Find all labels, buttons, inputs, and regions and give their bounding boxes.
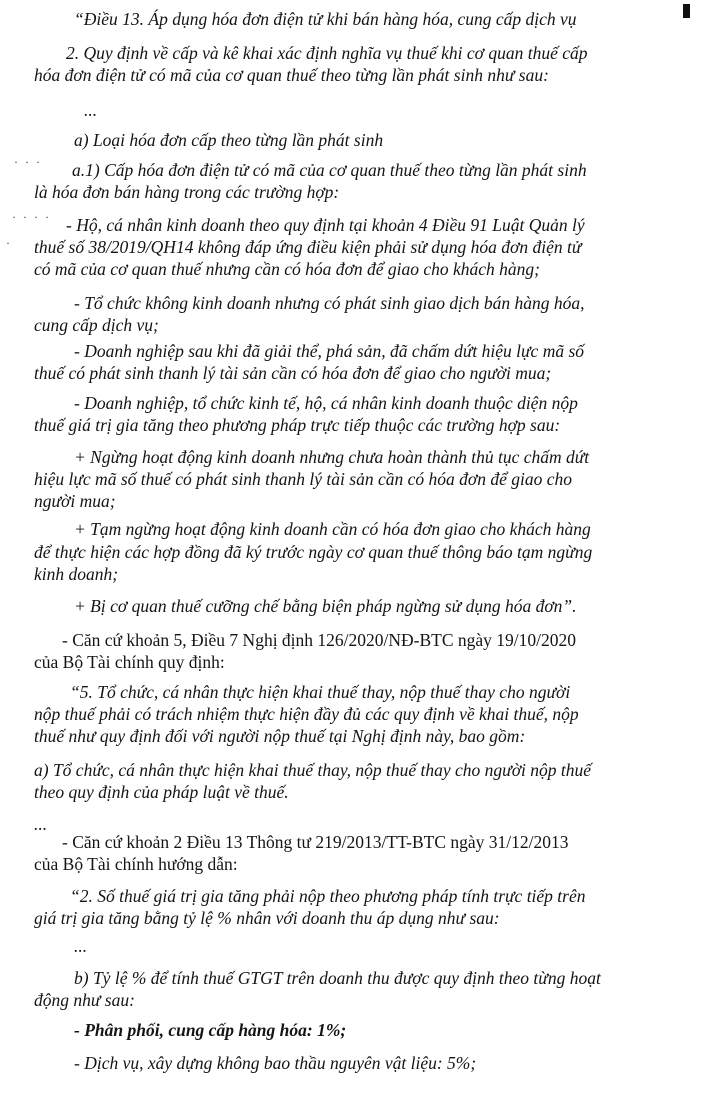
item-organization-line-2: cung cấp dịch vụ; (34, 315, 159, 335)
item-household-line-1: - Hộ, cá nhân kinh doanh theo quy định tại khoản 4 Điều 91 Luật Quản lý (66, 215, 585, 235)
item-household-line-2: thuế số 38/2019/QH14 không đáp ứng điều kiện phải sử dụng hóa đơn điện tử (34, 237, 582, 257)
decree-clause-5-line-1: “5. Tổ chức, cá nhân thực hiện khai thuế thay, nộp thuế thay cho người (70, 682, 571, 702)
corner-mark (683, 4, 690, 18)
ellipsis-1: ... (84, 100, 98, 120)
item-enterprise-line-1: - Doanh nghiệp sau khi đã giải thể, phá sản, đã chấm dứt hiệu lực mã số (74, 341, 585, 361)
sub-item-enforced: + Bị cơ quan thuế cưỡng chế bằng biện pháp ngừng sử dụng hóa đơn”. (74, 596, 577, 616)
circular-clause-2-line-1: “2. Số thuế giá trị gia tăng phải nộp theo phương pháp tính trực tiếp trên (70, 886, 586, 906)
sub-item-suspended-line-3: kinh doanh; (34, 564, 119, 584)
item-direct-method-line-1: - Doanh nghiệp, tổ chức kinh tế, hộ, cá nhân kinh doanh thuộc diện nộp (74, 393, 578, 413)
item-household-line-3: có mã của cơ quan thuế nhưng cần có hóa đơn để giao cho khách hàng; (34, 259, 540, 279)
clause-2-line-1: 2. Quy định về cấp và kê khai xác định nghĩa vụ thuế khi cơ quan thuế cấp (66, 43, 588, 63)
sub-item-suspended-line-1: + Tạm ngừng hoạt động kinh doanh cần có hóa đơn giao cho khách hàng (74, 519, 591, 539)
point-a1-line-1: a.1) Cấp hóa đơn điện tử có mã của cơ quan thuế theo từng lần phát sinh (72, 160, 587, 180)
scan-speck-2: · · · · (12, 210, 51, 224)
ellipsis-3: ... (74, 936, 88, 956)
sub-item-suspended-line-2: để thực hiện các hợp đồng đã ký trước ngày cơ quan thuế thông báo tạm ngừng (34, 542, 593, 562)
sub-item-ceased-line-3: người mua; (34, 491, 116, 511)
decree-point-a-line-1: a) Tổ chức, cá nhân thực hiện khai thuế thay, nộp thuế thay cho người nộp thuế (34, 760, 592, 780)
scan-speck-1: · · · (14, 155, 42, 169)
rate-distribution-goods: - Phân phối, cung cấp hàng hóa: 1%; (74, 1020, 347, 1040)
legal-basis-decree-line-1: - Căn cứ khoản 5, Điều 7 Nghị định 126/2020/NĐ-BTC ngày 19/10/2020 (62, 630, 577, 650)
decree-clause-5-line-2: nộp thuế phải có trách nhiệm thực hiện đầy đủ các quy định về khai thuế, nộp (34, 704, 579, 724)
sub-item-ceased-line-1: + Ngừng hoạt động kinh doanh nhưng chưa hoàn thành thủ tục chấm dứt (74, 447, 590, 467)
ellipsis-2: ... (34, 814, 48, 834)
legal-basis-circular-line-1: - Căn cứ khoản 2 Điều 13 Thông tư 219/2013/TT-BTC ngày 31/12/2013 (62, 832, 569, 852)
circular-clause-2-line-2: giá trị gia tăng bằng tỷ lệ % nhân với doanh thu áp dụng như sau: (34, 908, 500, 928)
article-heading: “Điều 13. Áp dụng hóa đơn điện tử khi bán hàng hóa, cung cấp dịch vụ (74, 9, 577, 29)
rate-services-construction: - Dịch vụ, xây dựng không bao thầu nguyên vật liệu: 5%; (74, 1053, 477, 1073)
item-direct-method-line-2: thuế giá trị gia tăng theo phương pháp trực tiếp thuộc các trường hợp sau: (34, 415, 561, 435)
point-a-heading: a) Loại hóa đơn cấp theo từng lần phát sinh (74, 130, 384, 150)
circular-point-b-line-1: b) Tỷ lệ % để tính thuế GTGT trên doanh thu được quy định theo từng hoạt (74, 968, 601, 988)
clause-2-line-2: hóa đơn điện tử có mã của cơ quan thuế theo từng lần phát sinh như sau: (34, 65, 549, 85)
circular-point-b-line-2: động như sau: (34, 990, 135, 1010)
sub-item-ceased-line-2: hiệu lực mã số thuế có phát sinh thanh lý tài sản cần có hóa đơn để giao cho (34, 469, 572, 489)
decree-point-a-line-2: theo quy định của pháp luật về thuế. (34, 782, 289, 802)
item-enterprise-line-2: thuế có phát sinh thanh lý tài sản cần có hóa đơn để giao cho người mua; (34, 363, 552, 383)
item-organization-line-1: - Tổ chức không kinh doanh nhưng có phát sinh giao dịch bán hàng hóa, (74, 293, 585, 313)
point-a1-line-2: là hóa đơn bán hàng trong các trường hợp: (34, 182, 340, 202)
legal-basis-decree-line-2: của Bộ Tài chính quy định: (34, 652, 225, 672)
scan-speck-3: · (6, 236, 12, 250)
decree-clause-5-line-3: thuế như quy định đối với người nộp thuế tại Nghị định này, bao gồm: (34, 726, 526, 746)
legal-basis-circular-line-2: của Bộ Tài chính hướng dẫn: (34, 854, 238, 874)
